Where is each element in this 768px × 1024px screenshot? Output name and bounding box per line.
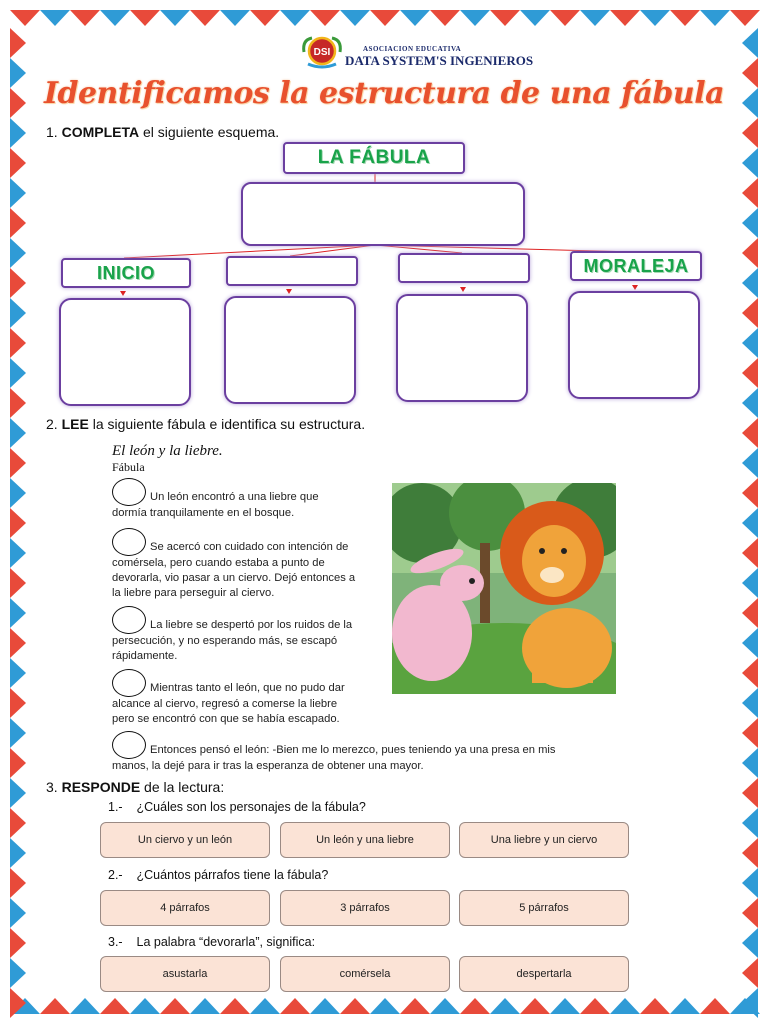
fable-paragraph-2	[112, 528, 392, 601]
section-2-number: 2.	[46, 416, 58, 432]
part-3-answer-box[interactable]	[396, 294, 528, 402]
paragraph-line: alcance al ciervo, regresó a comerse la liebre	[112, 698, 338, 710]
paragraph-line: rápidamente.	[112, 650, 178, 662]
paragraph-line: la liebre para perseguir al ciervo.	[112, 587, 275, 599]
org-name-text: DATA SYSTEM'S INGENIEROS	[345, 53, 534, 68]
part-2-answer-box[interactable]	[224, 296, 356, 404]
question-number: 3.-	[108, 935, 123, 949]
arrow-down-icon	[286, 289, 292, 294]
question-1	[108, 800, 366, 814]
question-text: ¿Cuántos párrafos tiene la fábula?	[136, 868, 329, 882]
question-3-option-1[interactable]: asustarla	[100, 956, 270, 992]
arrow-down-icon	[120, 291, 126, 296]
logo-text: DSI	[313, 47, 331, 58]
org-small-text: ASOCIACION EDUCATIVA	[363, 45, 462, 53]
paragraph-line: Entonces pensó el león: -Bien me lo merezco, pues teniendo ya una presa en mis	[150, 744, 556, 756]
question-3-option-2[interactable]: comérsela	[280, 956, 450, 992]
lion-and-hare-illustration	[392, 483, 616, 694]
fable-title: El león y la liebre.	[112, 443, 223, 459]
paragraph-line: dormía tranquilamente en el bosque.	[112, 507, 295, 519]
paragraph-line: devorarla, vio pasar a un ciervo. Dejó entonces a	[112, 572, 356, 584]
section-3-text: de la lectura:	[140, 779, 225, 795]
fable-paragraph-4	[112, 669, 392, 727]
fable-paragraph-3	[112, 606, 392, 664]
fable-paragraph-1	[112, 478, 382, 521]
part-3-label-box[interactable]	[398, 253, 530, 283]
paragraph-line: pero se encontró con que se había escapado.	[112, 713, 340, 725]
fable-type: Fábula	[112, 460, 145, 474]
paragraph-1-answer-circle[interactable]	[112, 478, 146, 506]
inicio-label: INICIO	[61, 258, 191, 288]
section-1-number: 1.	[46, 124, 58, 140]
paragraph-2-answer-circle[interactable]	[112, 528, 146, 556]
paragraph-line: Un león encontró a una liebre que	[150, 491, 319, 503]
paragraph-4-answer-circle[interactable]	[112, 669, 146, 697]
paragraph-line: persecución, y no esperando más, se escapó	[112, 635, 338, 647]
section-3-number: 3.	[46, 779, 58, 795]
question-2-option-2[interactable]: 3 párrafos	[280, 890, 450, 926]
paragraph-line: La liebre se despertó por los ruidos de la	[150, 619, 353, 631]
section-1-keyword: COMPLETA	[61, 124, 140, 140]
section-2-text: la siguiente fábula e identifica su estructura.	[88, 416, 366, 432]
question-3-option-3[interactable]: despertarla	[459, 956, 629, 992]
paragraph-line: Se acercó con cuidado con intención de	[150, 541, 349, 553]
fable-paragraph-5	[112, 731, 612, 774]
question-3	[108, 935, 315, 949]
paragraph-5-answer-circle[interactable]	[112, 731, 146, 759]
section-3-instruction	[46, 779, 224, 795]
question-number: 1.-	[108, 800, 123, 814]
inicio-answer-box[interactable]	[59, 298, 191, 406]
paragraph-line: manos, la dejé para ir tras la esperanza de obtener una mayor.	[112, 760, 424, 772]
paragraph-line: Mientras tanto el león, que no pudo dar	[150, 682, 345, 694]
page-title: Identificamos la estructura de una fábula	[43, 76, 725, 111]
paragraph-line: comérsela, pero cuando estaba a punto de	[112, 557, 325, 569]
arrow-down-icon	[460, 287, 466, 292]
question-text: ¿Cuáles son los personajes de la fábula?	[136, 800, 366, 814]
question-text: La palabra “devorarla”, significa:	[136, 935, 316, 949]
paragraph-3-answer-circle[interactable]	[112, 606, 146, 634]
question-2	[108, 868, 328, 882]
question-1-option-2[interactable]: Un león y una liebre	[280, 822, 450, 858]
part-2-label-box[interactable]	[226, 256, 358, 286]
moraleja-answer-box[interactable]	[568, 291, 700, 399]
question-2-option-3[interactable]: 5 párrafos	[459, 890, 629, 926]
section-3-keyword: RESPONDE	[61, 779, 141, 795]
section-1-text: el siguiente esquema.	[139, 124, 280, 140]
section-2-instruction	[46, 416, 365, 432]
arrow-down-icon	[632, 285, 638, 290]
section-2-keyword: LEE	[61, 416, 89, 432]
moraleja-label: MORALEJA	[570, 251, 702, 281]
question-2-option-1[interactable]: 4 párrafos	[100, 890, 270, 926]
question-1-option-3[interactable]: Una liebre y un ciervo	[459, 822, 629, 858]
question-number: 2.-	[108, 868, 123, 882]
question-1-option-1[interactable]: Un ciervo y un león	[100, 822, 270, 858]
fable-definition-box[interactable]	[241, 182, 525, 246]
fable-top-label: LA FÁBULA	[283, 142, 465, 174]
